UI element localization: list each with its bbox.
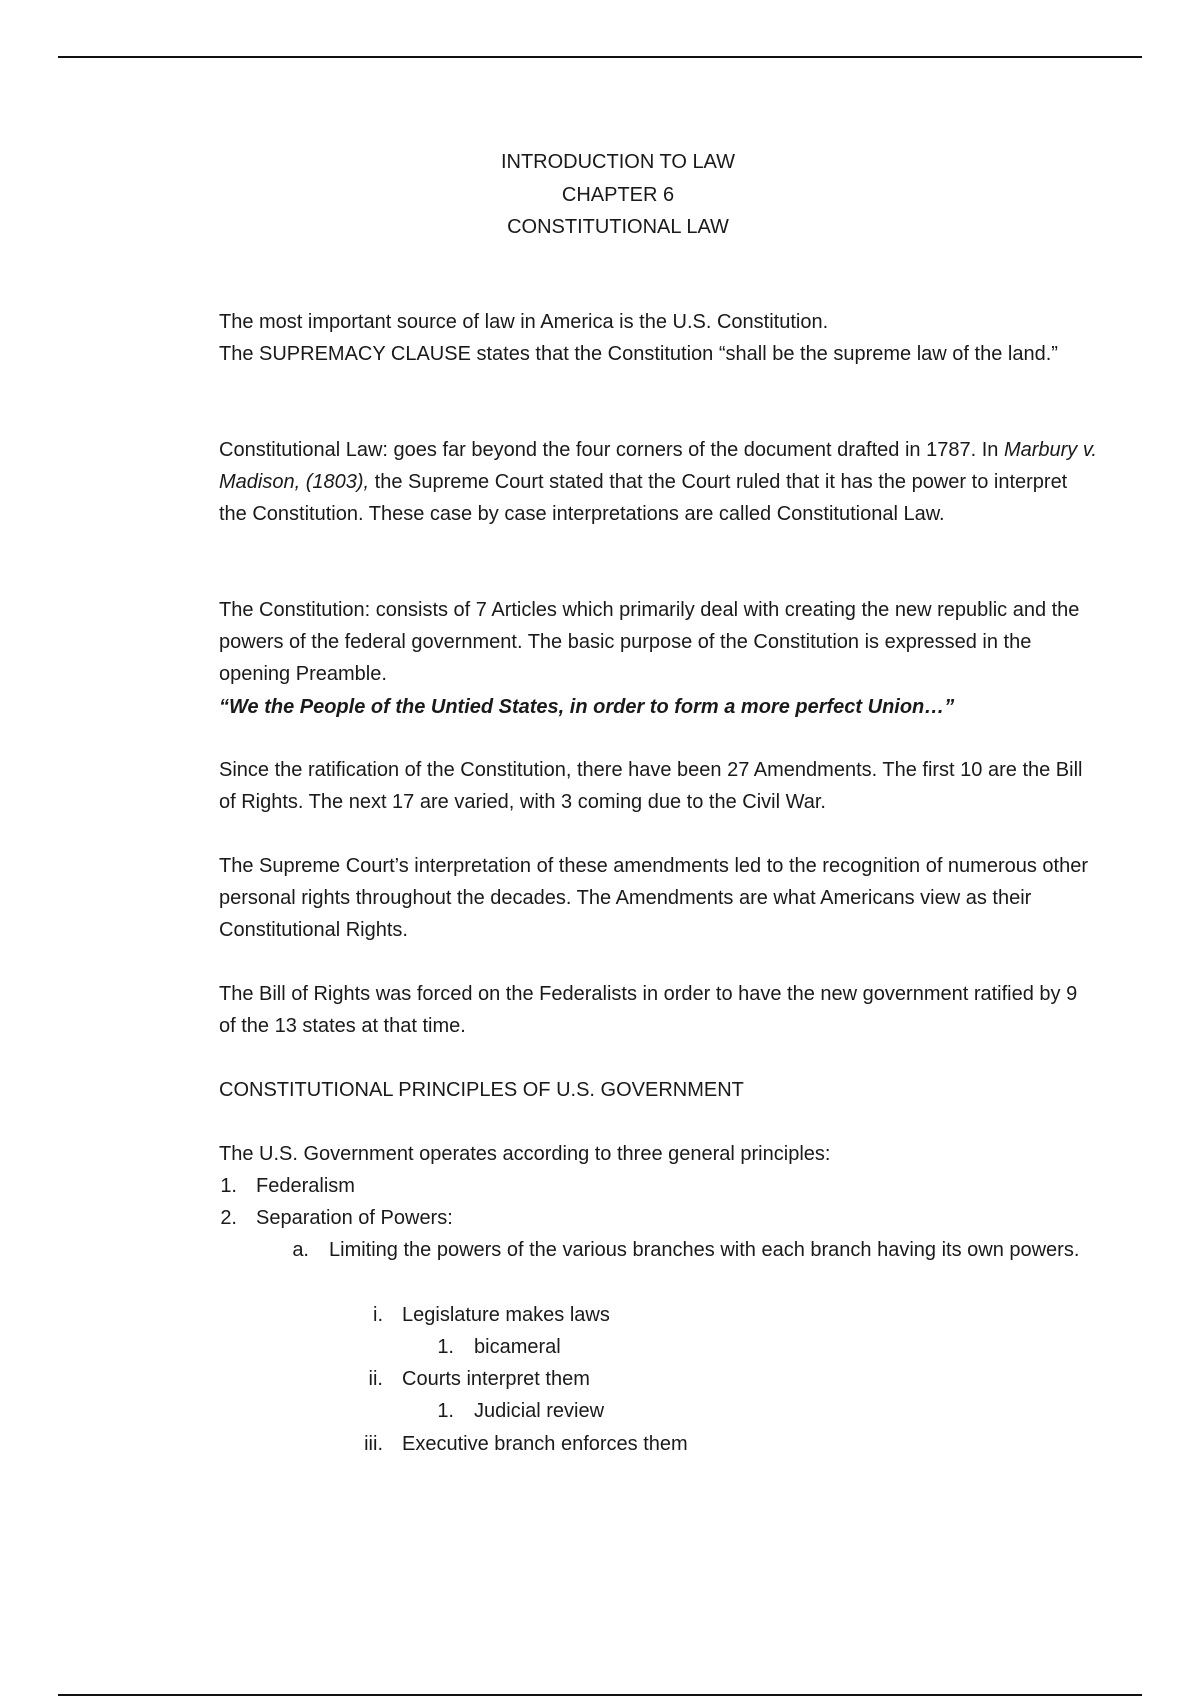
preamble-quote: “We the People of the Untied States, in order to form a more perfect Union…”: [219, 695, 955, 718]
paragraph-amendments: [219, 754, 1099, 818]
list-item-text: Legislature makes laws: [402, 1303, 610, 1326]
list-item-text: Executive branch enforces them: [402, 1432, 688, 1455]
list-marker: 2.: [220, 1207, 237, 1230]
list-marker: iii.: [364, 1432, 383, 1455]
paragraph-text: The most important source of law in America is the U.S. Constitution.: [219, 311, 829, 333]
paragraph-text: Since the ratification of the Constitution, there have been 27 Amendments. The first 10 are the Bill of Rights. The next 17 are varied, with 3 coming due to the Civil War.: [219, 759, 1083, 814]
course-title: INTRODUCTION TO LAW: [500, 151, 736, 173]
list-item-text: Separation of Powers:: [256, 1207, 453, 1230]
list-item-text: Federalism: [256, 1175, 355, 1197]
paragraph-text-segment: the Supreme Court stated that the Court ruled that it has the power to interpret the Constitution. These case by case interpretations are called Constitutional Law.: [219, 471, 1068, 526]
paragraph-text: The SUPREMACY CLAUSE states that the Constitution “shall be the supreme law of the land.”: [219, 343, 1058, 366]
paragraph-constitutional-law: [219, 434, 1099, 531]
paragraph-text: The Constitution: consists of 7 Articles which primarily deal with creating the new republic and the powers of the federal government. The basic purpose of the Constitution is expressed in the opening Preamble.: [219, 599, 1080, 686]
paragraph-supreme-court: [219, 850, 1099, 947]
principles-intro: The U.S. Government operates according to three general principles:: [219, 1143, 831, 1165]
list-marker: 1.: [437, 1335, 454, 1358]
list-marker: a.: [292, 1239, 309, 1262]
list-marker: i.: [373, 1303, 383, 1326]
chapter-subject: CONSTITUTIONAL LAW: [507, 216, 729, 238]
paragraph-text: [219, 434, 1099, 531]
document-title-block: [0, 146, 1200, 244]
paragraph-constitution: [219, 594, 1099, 723]
section-heading: CONSTITUTIONAL PRINCIPLES OF U.S. GOVERNMENT: [219, 1079, 744, 1101]
paragraph-text-segment: Constitutional Law: goes far beyond the four corners of the document drafted in 1787. In: [219, 439, 1004, 461]
case-citation: Marbury v. Madison, (1803),: [219, 439, 1097, 494]
list-item-text: bicameral: [474, 1335, 561, 1358]
paragraph-supremacy: [219, 306, 1099, 370]
list-item-text: Judicial review: [474, 1400, 605, 1423]
paragraph-text: The Supreme Court’s interpretation of these amendments led to the recognition of numerous other personal rights throughout the decades. The Amendments are what Americans view as their Constitutional Rights.: [219, 855, 1089, 942]
top-rule: [58, 56, 1142, 58]
paragraph-bill-of-rights: [219, 978, 1099, 1042]
list-marker: ii.: [368, 1368, 383, 1391]
list-marker: 1.: [220, 1175, 237, 1197]
list-item-text: Courts interpret them: [402, 1368, 590, 1391]
list-marker: 1.: [437, 1400, 454, 1423]
paragraph-text: The Bill of Rights was forced on the Federalists in order to have the new government ratified by 9 of the 13 states at that time.: [219, 983, 1078, 1038]
list-item-text: Limiting the powers of the various branches with each branch having its own powers.: [329, 1239, 1080, 1262]
chapter-title: CHAPTER 6: [561, 183, 675, 206]
bottom-rule: [58, 1694, 1142, 1696]
